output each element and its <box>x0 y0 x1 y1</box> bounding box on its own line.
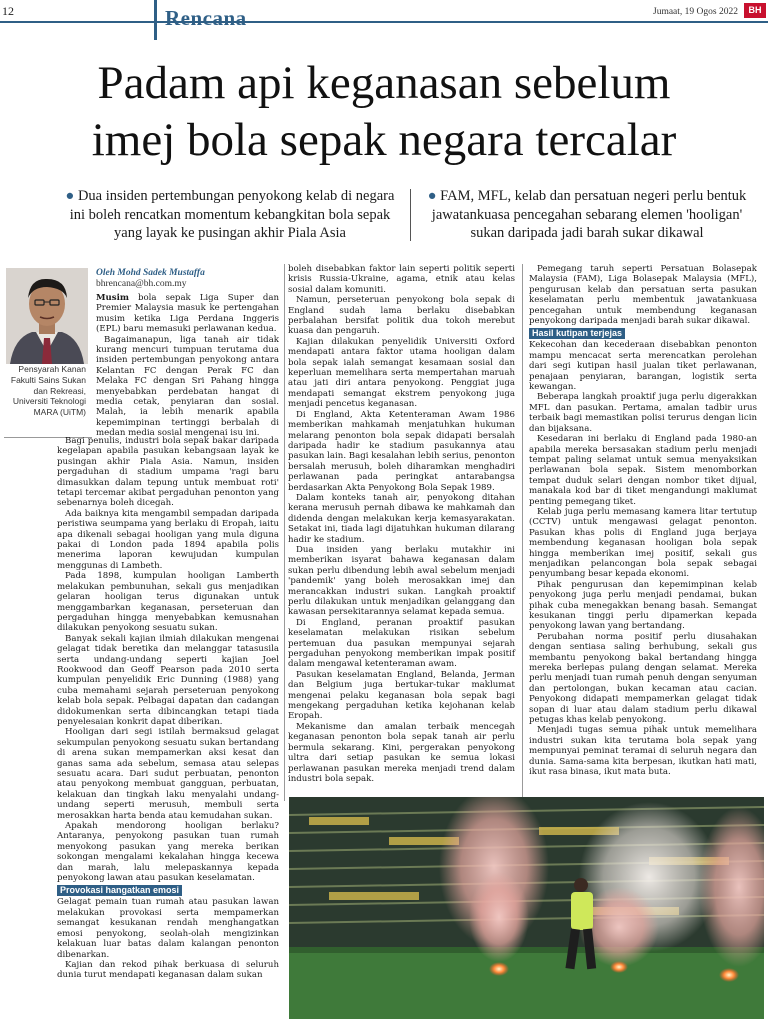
column-rule <box>522 264 523 801</box>
paragraph: Kesedaran ini berlaku di England pada 1980-an apabila mereka bersasakan stadium perlu menjadi tempat paling selamat untuk semua menyaksikan perlawanan bola sepak. Sistem menomborkan tempat duduk selari dengan nombor tiket dijual, manakala kod bar di tiket mengandungi maklumat penting pemegang tiket. <box>529 434 757 507</box>
paragraph: Pemegang taruh seperti Persatuan Bolasepak Malaysia (FAM), Liga Bolasepak Malaysia (MFL), pengurusan kelab dan persatuan serta pasukan keselamatan perlu membentuk jawatankuasa pencegahan untuk membendung keganasan penyokong daripada menjadi barah sukar dikawal. <box>529 264 757 327</box>
paragraph: Gelagat pemain tuan rumah atau pasukan lawan melakukan provokasi serta mempamerkan semangat kesukanan rendah menghangatkan emosi penyokong, seolah-olah mengizinkan kelakuan luar batas dalam kalangan penonton dibenarkan. <box>57 897 279 960</box>
bullet-icon: ● <box>65 188 75 204</box>
deck-divider <box>410 189 411 241</box>
headline-line-1: Padam api keganasan sebelum <box>97 57 671 109</box>
paragraph: boleh disebabkan faktor lain seperti politik seperti krisis Russia-Ukraine, agama, etnik atau kelas sosial dalam komuniti. <box>288 264 515 295</box>
paragraph <box>96 293 279 335</box>
paragraph: Apakah mendorong hooligan berlaku? Antaranya, penyokong pasukan tuan rumah menyokong pasukan yang mereka berikan sokongan mengalami kekalahan hingga kecewa dan marah, lalu melepaskannya kepada penyokong lawan atau pasukan keselamatan. <box>57 821 279 884</box>
issue-date: Jumaat, 19 Ogos 2022 <box>653 7 738 17</box>
paragraph: Pihak pengurusan dan kepemimpinan kelab penyokong juga perlu menjadi pendamai, bukan pihak cuba menegakkan benang basah. Semangat kesukanan tinggi perlu dipamerkan kepada penyokong lawan yang bertandang. <box>529 579 757 632</box>
article-column-1 <box>57 436 279 981</box>
paragraph: Pasukan keselamatan England, Belanda, Jerman dan Belgium juga bertukar-tukar maklumat mengenai pelaku keganasan bola sepak bagi mengekang pergaduhan ketika kejohanan kelab Eropah. <box>288 669 515 722</box>
author-email[interactable]: bhrencana@bh.com.my <box>96 279 187 289</box>
paragraph: Menjadi tugas semua pihak untuk memelihara industri sukan kita terutama bola sepak yang mempunyai peminat teramai di seluruh negara dan dunia. Sama-sama kita berpesan, ikutkan hati mati, ikut rasa binasa, ikut mata buta. <box>529 725 757 778</box>
article-column-1-top <box>96 293 279 439</box>
paragraph: Banyak sekali kajian ilmiah dilakukan mengenai gelagat tidak beretika dan melanggar tatasusila serta undang-undang seperti kajian Joel Rookwood dan Geoff Pearson pada 2010 serta kumpulan penyelidik Eric Dunning (1988) yang cuba memahami sejarah perseteruan penyokong kelab bola sepak. Pelbagai dapatan dan cadangan didokumenkan serta dibincangkan tetapi tiada penyelesaian konkrit dapat diberikan. <box>57 633 279 727</box>
page-number: 12 <box>2 4 14 18</box>
paragraph: Namun, perseteruan penyokong bola sepak di England sudah lama berlaku disebabkan perbalahan bersifat politik dua tokoh merebut kuasa dan pengaruh. <box>288 295 515 337</box>
paragraph: Bagi penulis, industri bola sepak bakar daripada kegelapan apabila pasukan kebangsaan layak ke pusingan akhir Piala Asia. Namun, insiden pergaduhan di stadium umpama 'ragi baru dimasukkan dalam tepung untuk membuat roti' tetapi tercemar akibat pergaduhan penonton yang sebenarnya boleh dicegah. <box>57 436 279 509</box>
paragraph: Mekanisme dan amalan terbaik mencegah keganasan penonton bola sepak tanah air perlu bermula sekarang. Kini, pergerakan penyokong ultra dari setiap pasukan ke semua lokasi perlawanan pasukan mereka menjadi trend dalam industri bola sepak. <box>288 721 515 784</box>
header-rule <box>0 21 768 23</box>
article-column-2 <box>288 264 515 784</box>
headline <box>0 55 768 169</box>
deck-right-text: FAM, MFL, kelab dan persatuan negeri perlu bentuk jawatankuasa pencegahan sebarang elemen 'hooligan' sukan daripada jadi barah sukar dikawal <box>431 188 747 241</box>
paragraph: Bagaimanapun, liga tanah air tidak kurang mencuri tumpuan terutama dua insiden pertembungan penyokong antara Kelantan FC dengan Perak FC dan Melaka FC dengan Sri Pahang hingga menyebabkan perdebatan hangat di media cetak, penyiaran dan sosial. Malah, ia lebih menarik apabila kepemimpinan tertinggi berbalah di medan media sosial mengenai isu ini. <box>96 334 279 439</box>
bullet-icon: ● <box>427 188 437 204</box>
paragraph: Di England, peranan proaktif pasukan keselamatan melakukan risikan sebelum pertemuan dua pasukan mempunyai sejarah pergaduhan penyokong memberikan impak positif dalam mengawal ketenteraman awam. <box>288 617 515 670</box>
author-photo <box>6 268 88 364</box>
paragraph: Kelab juga perlu memasang kamera litar tertutup (CCTV) untuk mengawasi gelagat penonton. Pasukan khas polis di England juga berjaya membendung keganasan hooligan bola sepak hingga memberikan imej positif, sekali gus menjadikan pelancongan bola sepak sebagai penyumbang besar kepada ekonomi. <box>529 506 757 580</box>
headline-line-2: imej bola sepak negara tercalar <box>91 114 677 166</box>
paragraph: Di England, Akta Ketenteraman Awam 1986 memberikan mahkamah menjatuhkan hukuman melarang penonton bola sepak didapati bersalah daripada hadir ke stadium pasukannya atau pasukan lain. Bagi kesalahan lebih serius, penonton bersalah merusuh, boleh diharamkan menghadiri perlawanan pada peringkat antarabangsa berdasarkan Akta Penyokong Bola Sepak 1989. <box>288 409 515 493</box>
paragraph: Beberapa langkah proaktif juga perlu digerakkan MFL dan pasukan. Pertama, amalan tadbir urus terbaik bagi memastikan polisi terurus dengan licin dan bijaksana. <box>529 392 757 434</box>
column-rule <box>284 264 285 801</box>
paragraph: Ada baiknya kita mengambil sempadan daripada peristiwa seumpama yang berlaku di Eropah, iaitu apa dikenali sebagai hooligan yang mula diguna pakai di London pada 1894 apabila polis menerima laporan kewujudan kumpulan menggunas di Lambeth. <box>57 508 279 571</box>
subheading: Hasil kutipan terjejas <box>529 328 625 339</box>
section-title: Rencana <box>165 6 247 30</box>
paragraph: Kekecohan dan kecederaan disebabkan penonton mampu mencacat serta merencatkan perolehan dari segi kutipan hasil jualan tiket perlawanan, penajaan penyiaran, barangan, logistik serta kewangan. <box>529 340 757 393</box>
paragraph: Dalam konteks tanah air, penyokong ditahan kerana merusuh pernah dibawa ke mahkamah dan didenda dengan melakukan kerja kemasyarakatan. Setakat ini, tiada lagi dijatuhkan hukuman dilarang hadir ke stadium. <box>288 492 515 545</box>
deck-left <box>58 187 402 243</box>
subheading: Provokasi hangatkan emosi <box>57 885 182 896</box>
paragraph: Dua insiden yang berlaku mutakhir ini memberikan isyarat bahawa keganasan dalam sukan perlu dibendung lebih awal sebelum menjadi 'pandemik' yang boleh merosakkan imej dan merancakkan industri sukan. Langkah proaktif perlu dilakukan untuk menjadikan gelanggang dan kawasan persekitarannya selamat kepada semua. <box>288 544 515 618</box>
paragraph: Kajian dilakukan penyelidik Universiti Oxford mendapati antara faktor utama hooligan dalam bola sepak ialah semangat kesamaan sosial dan keperluan memelihara serta mempertahan maruah atau jati diri antara penyokong. Penggiat juga mendapati semangat ekstrem penyokong juga menjadi pencetus keganasan. <box>288 336 515 410</box>
brand-logo: BH <box>744 3 766 18</box>
article-column-3 <box>529 264 757 778</box>
deck-left-text: Dua insiden pertembungan penyokong kelab di negara ini boleh rencatkan momentum kebangkitan bola sepak yang layak ke pusingan akhir Piala Asia <box>69 188 395 241</box>
byline: Oleh Mohd Sadek Mustaffa <box>96 268 205 278</box>
lead-word: Musim <box>96 293 129 303</box>
stadium-flares-photo <box>289 797 764 1019</box>
paragraph: Hooligan dari segi istilah bermaksud gelagat sekumpulan penyokong sesuatu sukan bertandang di arena sukan mempamerkan aksi kesat dan ganas sama ada sebelum, semasa atau selepas sesuatu acara. Dari sudut perbuatan, penonton atau penyokong membuat gangguan, perbuatan, kelakuan dan tingkah laku menyalahi undang-undang seperti merusuh, membuli serta merosakkan harta benda atau kemudahan sukan. <box>57 727 279 821</box>
deck-right <box>422 187 752 243</box>
paragraph: Kajian dan rekod pihak berkuasa di seluruh dunia turut mendapati keganasan dalam sukan <box>57 959 279 981</box>
section-divider <box>154 0 157 40</box>
paragraph: Pada 1898, kumpulan hooligan Lamberth melakukan pembunuhan, sekali gus menjadikan gelaran hooligan terus digunakan untuk menggambarkan keganasan, perseteruan dan pergaduhan hingga menyebabkan kemusnahan dilakukan penyokong sesuatu sukan. <box>57 571 279 634</box>
paragraph: Perubahan norma positif perlu diusahakan dengan sentiasa saling berhubung, sekali gus membantu penyokong bakal bertandang hingga mereka berlepas pulang dengan selamat. Mereka perlu menjadi tuan rumah penuh dengan senyuman dan pertolongan, bukan kecaman atau cacian. Penyokong didapati mempamerkan gelagat tidak sopan di luar atau dalam stadium perlu dikawal petugas khas kelab penyokong. <box>529 631 757 726</box>
author-caption: Pensyarah Kanan Fakulti Sains Sukan dan Rekreasi, Universiti Teknologi MARA (UiTM) <box>10 364 86 418</box>
paragraph-text: bola sepak Liga Super dan Premier Malaysia masuk ke pertengahan musim ketika Liga Perdana Inggeris (EPL) baru memasuki perlawanan kedua. <box>96 293 279 335</box>
